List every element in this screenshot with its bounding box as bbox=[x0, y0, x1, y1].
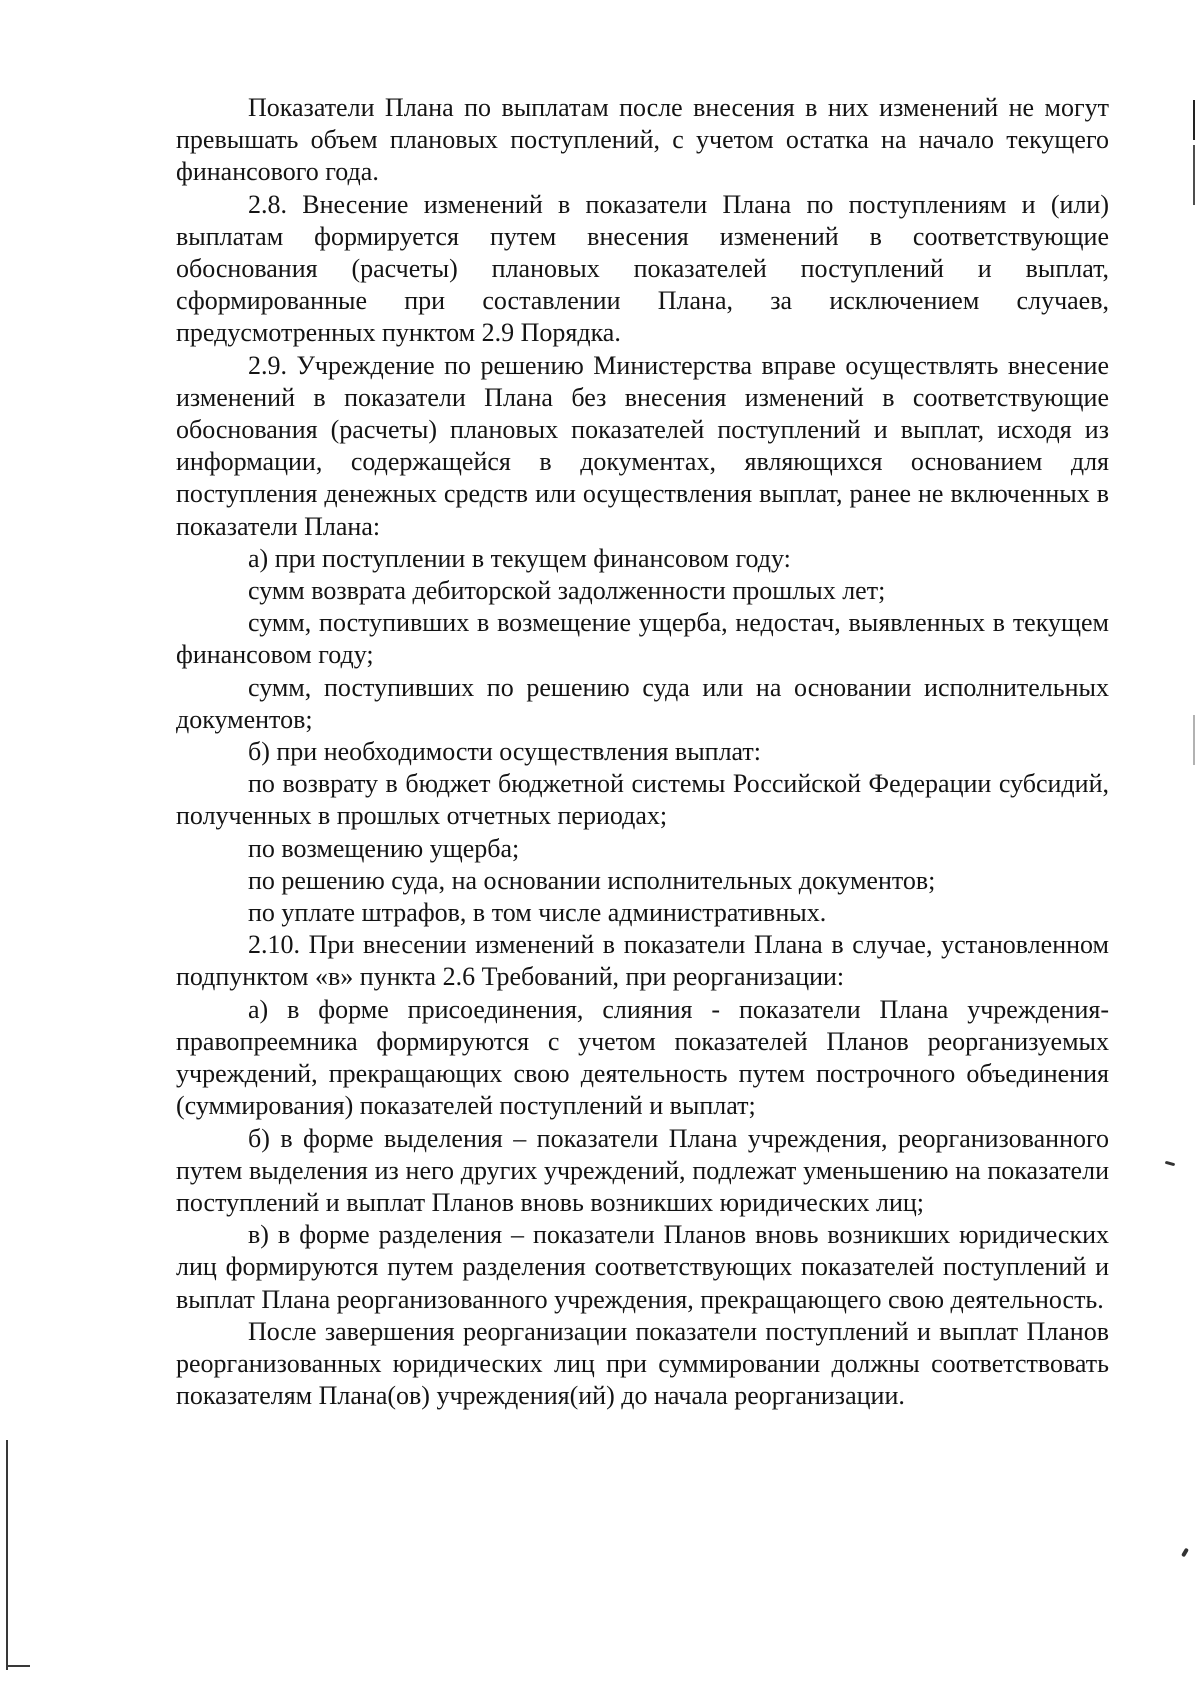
paragraph-after-reorganization: После завершения реорганизации показатели поступлений и выплат Планов реорганизованных юридических лиц при суммировании должны соответствовать показателям Плана(ов) учреждения(ий) до начала реорганизации. bbox=[176, 1316, 1109, 1411]
paragraph-item-a: а) при поступлении в текущем финансовом году: bbox=[248, 543, 791, 573]
paragraph-item-a-3: сумм, поступивших по решению суда или на основании исполнительных документов; bbox=[176, 672, 1109, 734]
scan-artifact-mark bbox=[1193, 145, 1195, 205]
paragraph-item-a-1: сумм возврата дебиторской задолженности прошлых лет; bbox=[248, 576, 886, 606]
paragraph-item-b-3: по решению суда, на основании исполнительных документов; bbox=[248, 865, 936, 895]
scan-artifact-mark bbox=[1193, 100, 1195, 140]
paragraph-item-b-1: по возврату в бюджет бюджетной системы Российской Федерации субсидий, полученных в прошлых отчетных периодах; bbox=[176, 769, 1109, 831]
paragraph-item-a-2: сумм, поступивших в возмещение ущерба, недостач, выявленных в текущем финансовом году; bbox=[176, 608, 1109, 670]
scan-artifact-mark bbox=[1193, 715, 1195, 765]
scan-artifact-speck bbox=[1181, 1548, 1189, 1558]
paragraph-item-b-4: по уплате штрафов, в том числе административных. bbox=[248, 898, 827, 928]
paragraph-item-b-2: по возмещению ущерба; bbox=[248, 833, 520, 863]
paragraph-2-10-c: в) в форме разделения – показатели Планов вновь возникших юридических лиц формируются путем разделения соответствующих показателей поступлений и выплат Плана реорганизованного учреждения, прекращающего свою деятельность. bbox=[176, 1220, 1109, 1314]
paragraph-item-b: б) при необходимости осуществления выплат: bbox=[248, 737, 762, 767]
paragraph-2-9: 2.9. Учреждение по решению Министерства вправе осуществлять внесение изменений в показатели Плана без внесения изменений в соответствующие обоснования (расчеты) плановых показателей поступлений и выплат, исходя из информации, содержащейся в документах, являющихся основанием для поступления денежных средств или осуществления выплат, ранее не включенных в показатели Плана: bbox=[176, 350, 1109, 541]
paragraph-2-8: 2.8. Внесение изменений в показатели Плана по поступлениям и (или) выплатам формируется путем внесения изменений в соответствующие обоснования (расчеты) плановых показателей поступлений и выплат, сформированные при составлении Плана, за исключением случаев, предусмотренных пунктом 2.9 Порядка. bbox=[176, 189, 1109, 348]
paragraph-2-10-b: б) в форме выделения – показатели Плана учреждения, реорганизованного путем выделения из него других учреждений, подлежат уменьшению на показатели поступлений и выплат Планов вновь возникших юридических лиц; bbox=[176, 1123, 1109, 1217]
document-body bbox=[176, 92, 1109, 1412]
scan-artifact-speck bbox=[1165, 1161, 1175, 1166]
scan-artifact-mark bbox=[8, 1665, 30, 1667]
paragraph-limit: Показатели Плана по выплатам после внесения в них изменений не могут превышать объем плановых поступлений, с учетом остатка на начало текущего финансового года. bbox=[176, 93, 1109, 187]
paragraph-2-10: 2.10. При внесении изменений в показатели Плана в случае, установленном подпунктом «в» пункта 2.6 Требований, при реорганизации: bbox=[176, 930, 1109, 992]
paragraph-2-10-a: а) в форме присоединения, слияния - показатели Плана учреждения-правопреемника формируются с учетом показателей Планов реорганизуемых учреждений, прекращающих свою деятельность путем построчного объединения (суммирования) показателей поступлений и выплат; bbox=[176, 994, 1109, 1121]
scan-artifact-mark bbox=[6, 1440, 8, 1670]
